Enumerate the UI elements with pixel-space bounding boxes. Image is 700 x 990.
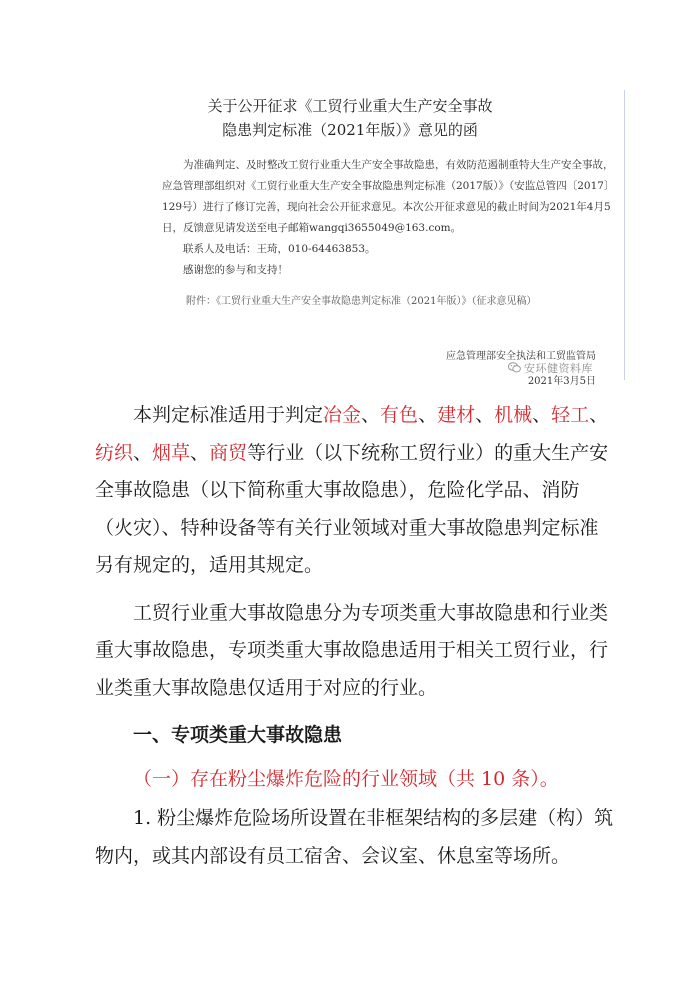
notice-title-line1: 关于公开征求《工贸行业重大生产安全事故 <box>207 97 493 115</box>
notice-sign-org: 应急管理部安全执法和工贸监管局 <box>446 351 596 362</box>
embedded-notice-image <box>0 0 700 390</box>
wechat-icon <box>508 362 521 373</box>
industry-name: 轻工 <box>551 404 590 426</box>
industry-name: 商贸 <box>209 441 248 464</box>
industry-separator: 、 <box>532 404 552 426</box>
industry-separator: 、 <box>589 404 609 426</box>
scope-paragraph <box>95 397 615 585</box>
notice-sign-date: 2021年3月5日 <box>527 376 596 387</box>
industry-name: 有色 <box>380 404 419 426</box>
image-edge-line <box>624 90 625 380</box>
notice-title-line2: 隐患判定标准（2021年版）》意见的函 <box>222 121 478 139</box>
notice-attachment: 附件：《工贸行业重大生产安全事故隐患判定标准（2021年版）》（征求意见稿） <box>186 296 537 307</box>
industry-separator: 、 <box>475 404 495 426</box>
section-heading: 一、专项类重大事故隐患 <box>133 724 343 746</box>
watermark <box>508 360 593 376</box>
classification-paragraph: 工贸行业重大事故隐患分为专项类重大事故隐患和行业类重大事故隐患，专项类重大事故隐患适用于相关工贸行业，行业类重大事故隐患仅适用于对应的行业。 <box>95 601 609 699</box>
industry-separator: 、 <box>418 404 438 426</box>
notice-body <box>162 155 622 281</box>
notice-paragraph: 为准确判定、及时整改工贸行业重大生产安全事故隐患，有效防范遏制重特大生产安全事故，应急管理部组织对《工贸行业重大生产安全事故隐患判定标准（2017版）》（安监总管四〔2017〕129号）进行了修订完善，现向社会公开征求意见。本次公开征求意见的截止时间为2021年4月5日，反馈意见请发送至电子邮箱wangqi3655049@163.com。 <box>162 159 615 234</box>
list-item: 1. 粉尘爆炸危险场所设置在非框架结构的多层建（构）筑物内，或其内部设有员工宿舍、会议室、休息室等场所。 <box>95 807 614 867</box>
industry-name: 烟草 <box>152 441 191 464</box>
industry-name: 纺织 <box>95 441 134 464</box>
watermark-text: 安环健资料库 <box>524 362 593 375</box>
scope-text-start: 本判定标准适用于判定 <box>133 404 324 426</box>
subsection-heading: （一）存在粉尘爆炸危险的行业领域（共 10 条）。 <box>133 767 559 790</box>
industry-separator: 、 <box>133 441 153 464</box>
notice-title <box>160 94 540 142</box>
document-body <box>95 397 615 875</box>
industry-separator: 、 <box>361 404 381 426</box>
industry-name: 冶金 <box>323 404 362 426</box>
notice-contact: 联系人及电话：王琦，010-64463853。 <box>183 243 376 255</box>
industry-separator: 、 <box>190 441 210 464</box>
scope-text-end: 等行业（以下统称工贸行业）的重大生产安全事故隐患（以下简称重大事故隐患），危险化学品、消防（火灾）、特种设备等有关行业领域对重大事故隐患判定标准另有规定的，适用其规定。 <box>95 441 609 576</box>
notice-thanks: 感谢您的参与和支持！ <box>183 264 288 276</box>
industry-name: 建材 <box>437 404 476 426</box>
industry-name: 机械 <box>494 404 533 426</box>
